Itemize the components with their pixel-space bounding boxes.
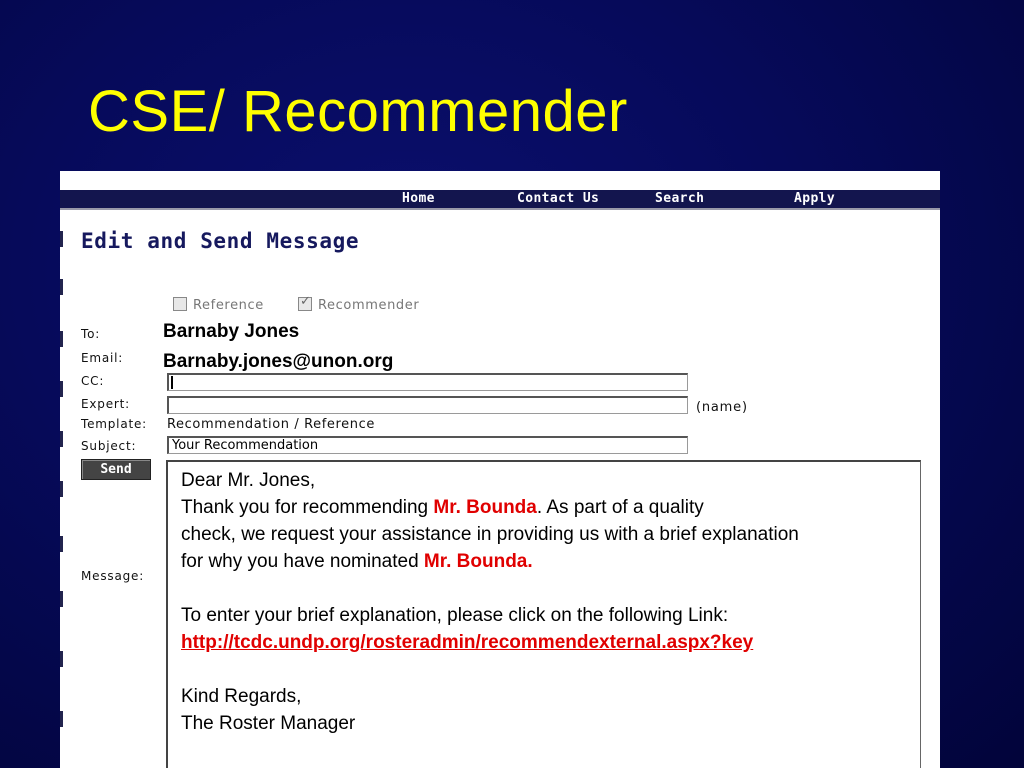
email-value: Barnaby.jones@unon.org <box>163 351 394 372</box>
to-value: Barnaby Jones <box>163 321 300 342</box>
cc-label: CC: <box>81 374 105 388</box>
message-signature: The Roster Manager <box>181 713 356 734</box>
checkbox-recommender[interactable] <box>298 294 420 313</box>
page-heading: Edit and Send Message <box>81 229 360 253</box>
message-greeting: Dear Mr. Jones, <box>181 470 316 491</box>
message-line-1-post: . As part of a quality <box>536 497 704 518</box>
subject-input[interactable] <box>167 436 688 454</box>
template-label: Template: <box>81 417 147 431</box>
send-button[interactable]: Send <box>81 459 151 480</box>
checkbox-recommender-label: Recommender <box>318 298 420 313</box>
nav-home[interactable]: Home <box>402 191 435 206</box>
subject-label: Subject: <box>81 439 137 453</box>
checkbox-reference-label: Reference <box>193 298 264 313</box>
nav-search[interactable]: Search <box>655 191 705 206</box>
text-caret <box>171 376 173 389</box>
message-label: Message: <box>81 569 145 583</box>
slide-title: CSE/ Recommender <box>88 79 628 144</box>
message-line-1 <box>181 494 931 521</box>
to-label: To: <box>81 327 101 341</box>
message-line-1-pre: Thank you for recommending <box>181 497 434 518</box>
screenshot-panel <box>60 171 940 768</box>
nominee-name: Mr. Bounda <box>433 497 537 518</box>
message-line-3-pre: for why you have nominated <box>181 551 424 572</box>
message-instruction: To enter your brief explanation, please click on the following Link: <box>181 605 729 626</box>
message-line-2: check, we request your assistance in providing us with a brief explanation <box>181 524 799 545</box>
message-line-3 <box>181 548 931 575</box>
message-body <box>181 467 931 737</box>
subject-input-value: Your Recommendation <box>172 438 319 453</box>
nav-contact-us[interactable]: Contact Us <box>517 191 600 206</box>
top-nav <box>60 190 940 210</box>
recommend-link[interactable]: http://tcdc.undp.org/rosteradmin/recommendexternal.aspx?key <box>181 632 754 653</box>
cc-input[interactable] <box>167 373 688 391</box>
left-border-decoration <box>60 231 64 768</box>
checkbox-recommender-box[interactable] <box>298 294 312 311</box>
expert-label: Expert: <box>81 397 130 411</box>
expert-input[interactable] <box>167 396 688 414</box>
template-select[interactable]: Recommendation / Reference <box>167 417 379 432</box>
nominee-name-2: Mr. Bounda <box>423 551 528 572</box>
expert-name-hint: (name) <box>696 400 748 415</box>
checkbox-reference[interactable] <box>173 297 264 313</box>
checkbox-reference-box[interactable] <box>173 297 187 311</box>
email-label: Email: <box>81 351 124 365</box>
message-line-3-post: . <box>527 551 533 572</box>
nav-apply[interactable]: Apply <box>794 191 836 206</box>
check-mark-icon: ✓ <box>300 294 312 309</box>
message-closing: Kind Regards, <box>181 686 302 707</box>
